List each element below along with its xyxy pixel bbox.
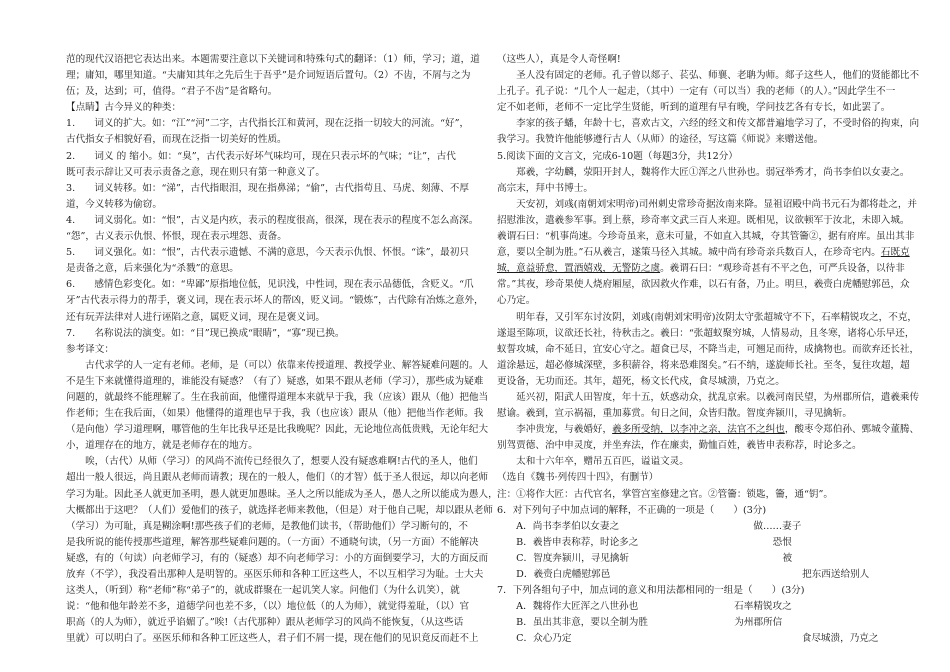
left-text-line: 1. 词义的扩大。如：“江”“河”二字，古代指长江和黄河，现在泛指一切较大的河流。“好”，: [66, 118, 470, 130]
right-text-line: 5.阅读下面的文言文，完成6-10题（每题3分，共12分）: [497, 150, 738, 162]
left-text-line: 【点睛】古今异义的种类：: [66, 102, 182, 114]
right-text-line: 意，要以全制为胜。”石从羲言，遂策马径入其城。城中尚有珍奇亲兵数百人，在珍奇宅内。石既克: [497, 247, 910, 259]
left-text-line: 伍；及，达到；可，值得。“君子不齿”是省略句。: [66, 86, 278, 98]
left-text-line: 道，今义转移为偷窃。: [66, 198, 162, 210]
left-text-line: 古代指女子相貌好看，而现在泛指一切美好的性质。: [66, 134, 287, 146]
left-text-line: 大概都出于这吧？（人们）爱他们的孩子，就选择老师来教他，（但是）对于他自己呢，却以跟从老师: [66, 504, 493, 516]
left-text-line: 不是生下来就懂得道理的，谁能没有疑惑？（有了）疑惑，如果不跟从老师（学习），那些成为疑难: [66, 375, 484, 387]
right-text-line: 高宗末，拜中书博士。: [497, 182, 593, 194]
left-text-line: 职高（的人为师），就近乎谄媚了。”唉!（古代那种）跟从老师学习的风尚不能恢复，（从这些话: [66, 617, 464, 629]
left-text-line: 4. 词义弱化。如：“恨”，古义是内疚，表示的程度很高，很深，现在表示的程度不怎么高深。: [66, 214, 479, 226]
left-text-line: 学习为耻。因此圣人就更加圣明，愚人就更加愚昧。圣人之所以能成为圣人，愚人之所以能成为愚人，: [66, 488, 498, 500]
right-text-line: 6．对下列句子中加点词的解释，不正确的一项是（ ）(3分): [497, 504, 767, 516]
left-column: [66, 52, 498, 647]
left-text-line: 里就）可以明白了。巫医乐师和各种工匠这些人，君子们不屑一提，现在他们的见识竟反而赶不上: [66, 633, 479, 645]
right-text-line: 延兴初，阳武人田智度，年十五，妖惑动众，扰乱京索。以羲河南民望，为州郡所信，遣羲乘传: [497, 391, 920, 403]
right-text-line: 慰谕。羲到，宣示祸福，重加募赏。旬日之间，众皆归散。智度奔颍川，寻见擒斩。: [497, 408, 852, 420]
right-text-line: 太和十六年卒，赠吊五百匹，谥谥文灵。: [497, 456, 689, 468]
right-text-line: 上孔子。孔子说：“几个人一起走，（其中）一定有（可以当）我的老师（的人）。”因此学生不一: [497, 86, 896, 98]
right-text-line: B．虽出其非意，要以全制为胜 为州郡所信: [497, 617, 783, 629]
left-text-line: 还有玩弄法律对人进行诬陷之意，属贬义词，现在是褒义词。: [66, 311, 326, 323]
right-text-line: 羲谓石曰：“机事尚速。今珍奇虽来，意未可量，不如直入其城，夺其管籥②，据有府库。虽出其非: [497, 231, 915, 243]
left-text-line: 放弃（不学），我没看出那种人是明智的。巫医乐师和各种工匠这些人，不以互相学习为耻。士大夫: [66, 569, 484, 580]
underlined-phrase: 石既克: [880, 247, 910, 259]
right-text-line: 更设备，无功而还。其年，超死，杨文长代戍，食尽城溃，乃克之。: [497, 375, 785, 387]
left-text-line: 理；庸知，哪里知道。“夫庸知其年之先后生于吾乎”是介词短语后置句。（2）不齿，不屑与之为: [66, 70, 471, 82]
right-text-line: A．魏将作大匠浑之八世孙也 石率精锐攻之: [497, 601, 792, 613]
left-text-line: 古代求学的人一定有老师。老师，是（可以）依靠来传授道理、教授学业、解答疑难问题的。人: [66, 359, 489, 371]
left-text-line: 是我所说的能传授那些道理，解答那些疑难问题的。（一方面）不通晓句读，（另一方面）不能解决: [66, 536, 479, 548]
right-text-line: 7．下列各组句子中，加点词的意义和用法都相同的一组是（ ）(3分): [497, 585, 805, 597]
left-text-line: 5. 词义强化。如：“恨”，古代表示遗憾、不满的意思，今天表示仇恨、怀恨。“诛”，最初只: [66, 247, 469, 259]
right-text-line: 郑羲，字幼麟，荥阳开封人，魏将作大匠①浑之八世孙也。弱冠举秀才，尚书李伯以女妻之。: [497, 166, 910, 178]
left-text-line: 3. 词义转移。如：“涕”，古代指眼泪，现在指鼻涕；“偷”，古代指苟且、马虎、刻薄、不厚: [66, 182, 469, 194]
right-text-line: 我学习。我赞许他能够遵行古人（从师）的途径，写这篇《师说》来赠送他。: [497, 134, 824, 146]
right-text-line: 定不如老师，老师不一定比学生贤能，听到的道理有早有晚，学问技艺各有专长，如此罢了。: [497, 102, 891, 114]
underlined-phrase: 城，意益骄怠，置酒嬉戏，无警防之虞: [497, 263, 661, 275]
left-text-line: 唉，（古代）从师（学习）的风尚不流传已经很久了，想要人没有疑惑难啊!古代的圣人，他们: [66, 456, 478, 468]
right-text-line: B．羲皆申表称荐，时论多之 恐恨: [497, 536, 792, 548]
right-text-line: 明年春，又引军东讨汝阴，刘彧(南朝刘宋明帝)汝阴太守张超城守不下，石率精锐攻之，不克，: [497, 311, 918, 323]
left-text-line: 超出一般人很远，尚且跟从老师而请教；现在的一般人，他们（的才智）低于圣人很远，却以向老师: [66, 472, 489, 484]
underlined-phrase: 羲多所受纳，以李冲之亲，法官不之纠也: [612, 424, 785, 436]
left-text-line: 作老师；生在我后面，（如果）他懂得的道理也早于我，我（也应该）跟从（他）把他当作老师。我: [66, 408, 484, 420]
right-text-line: 城，意益骄怠，置酒嬉戏，无警防之虞。羲谓石曰：“观珍奇甚有不平之色，可严兵设备，以待非: [497, 263, 905, 275]
left-text-line: （学习）为可耻，真是糊涂啊!那些孩子们的老师，是教他们读书，（帮助他们）学习断句的，不: [66, 520, 468, 532]
left-text-line: 6. 感情色彩变化。如：“卑鄙”原指地位低，见识浅，中性词，现在表示品德低，含贬义。“爪: [66, 279, 474, 291]
right-text-line: 遂退至陈项，议欲还长社，待秋击之。羲曰：“张超蚁聚穷城，人情易动，且冬寒，诸将心乐早还，: [497, 327, 915, 339]
right-text-line: 蚁誓攻城，命不延日，宜安心守之。超食已尽，不降当走，可翘足而待，成擒物也。而欲弃还长社，: [497, 343, 920, 355]
left-text-line: 小，道理存在的地方，就是老师存在的地方。: [66, 440, 258, 452]
right-text-line: （这些人），真是令人奇怪啊!: [497, 54, 621, 65]
left-text-line: （是向他）学习道理啊，哪管他的生年比我早还是比我晚呢？因此，无论地位高低贵贱，无论年纪大: [66, 424, 489, 436]
right-text-line: 心乃定。: [497, 295, 536, 307]
left-text-line: 参考译文：: [66, 343, 114, 355]
right-text-line: 常。”其夜，珍奇果使人烧府厢屋，欲因救火作难，以石有备，乃止。明旦，羲赍白虎幡慰郭邑，众: [497, 279, 910, 291]
left-text-line: “怨”，古义表示仇恨、怀恨，现在表示埋怨、责备。: [66, 231, 287, 243]
right-text-line: 圣人没有固定的老师。孔子曾以郯子、苌弘、师襄、老聃为师。郯子这些人，他们的贤能都比不: [497, 70, 920, 82]
right-text-line: （选自《魏书·列传四十四》，有删节）: [497, 472, 659, 484]
right-text-line: 李冲贵宠，与羲婚好，羲多所受纳，以李冲之亲，法官不之纠也，酸枣令郑伯孙、鄄城令董腾、: [497, 424, 920, 436]
right-text-line: D．羲赍白虎幡慰郭邑 把东西送给别人: [497, 569, 870, 580]
left-text-line: 牙”古代表示得力的帮手，褒义词，现在表示坏人的帮凶，贬义词。“锻炼”，古代除有冶炼之意外，: [66, 295, 484, 307]
left-text-line: 是责备之意，后来强化为“杀戮”的意思。: [66, 263, 239, 275]
right-column: [497, 52, 920, 647]
right-text-line: 招慰淮汝，遣羲参军事。到上蔡，珍奇率文武三百人来迎。既相见，议欲顿军于汝北，未即入城。: [497, 214, 910, 226]
left-text-line: 2. 词义 的 缩小。如：“臭”，古代表示好坏气味均可，现在只表示坏的气味；“让”，古代: [66, 150, 456, 162]
left-text-line: 7. 名称说法的演变。如：“目”现已换成“眼睛”，“寡”现已换。: [66, 327, 345, 339]
left-text-line: 疑惑，有的（句读）向老师学习，有的（疑惑）却不向老师学习：小的方面倒要学习，大的方面反而: [66, 552, 489, 564]
left-text-line: 问题的，就最终不能理解了。生在我前面，他懂得道理本来就早于我，我（应该）跟从（他）把他当: [66, 391, 489, 403]
right-text-line: C．智度奔颍川，寻见擒斩 被: [497, 552, 793, 564]
right-text-line: 李家的孩子蟠，年龄十七，喜欢古文，六经的经文和传文都普遍地学习了，不受时俗的拘束，向: [497, 118, 920, 130]
right-text-line: 道涂悬远，超必修城深壁，多积薪谷，将来恐难图矣。”石不纳，遂旋师长社。至冬，复往攻超，超: [497, 359, 910, 371]
left-text-line: 范的现代汉语把它表达出来。本题需要注意以下关键词和特殊句式的翻译：（1）师，学习；道，道: [66, 54, 480, 65]
right-text-line: 注：①将作大匠：古代官名，掌管宫室修建之官。②管籥：锁匙，籥，通“钥”。: [497, 488, 833, 500]
right-text-line: C．众心乃定 食尽城溃，乃克之: [497, 633, 879, 645]
left-text-line: 这类人，（听到）称“老师”称“弟子”的，就成群聚在一起讥笑人家。问他们（为什么讥笑），就: [66, 585, 460, 597]
right-text-line: 别驾贾德、治中申灵度，并坐弃法，作在廉卖，勤恤百姓，羲皆申表称荐，时论多之。: [497, 440, 862, 452]
right-text-line: 天安初，刘彧(南朝刘宋明帝)司州刺史常珍奇据汝南来降。显祖诏殿中尚书元石为都将赴之，并: [497, 198, 918, 210]
right-text-line: A．尚书李孝伯以女妻之 做……妻子: [497, 520, 802, 532]
left-text-line: 说：“他和他年龄差不多，道德学问也差不多，（以）地位低（的人为师），就觉得羞耻，（以）官: [66, 601, 470, 613]
left-text-line: 既可表示辞让又可表示责备之意，现在则只有第一种意义了。: [66, 166, 326, 178]
